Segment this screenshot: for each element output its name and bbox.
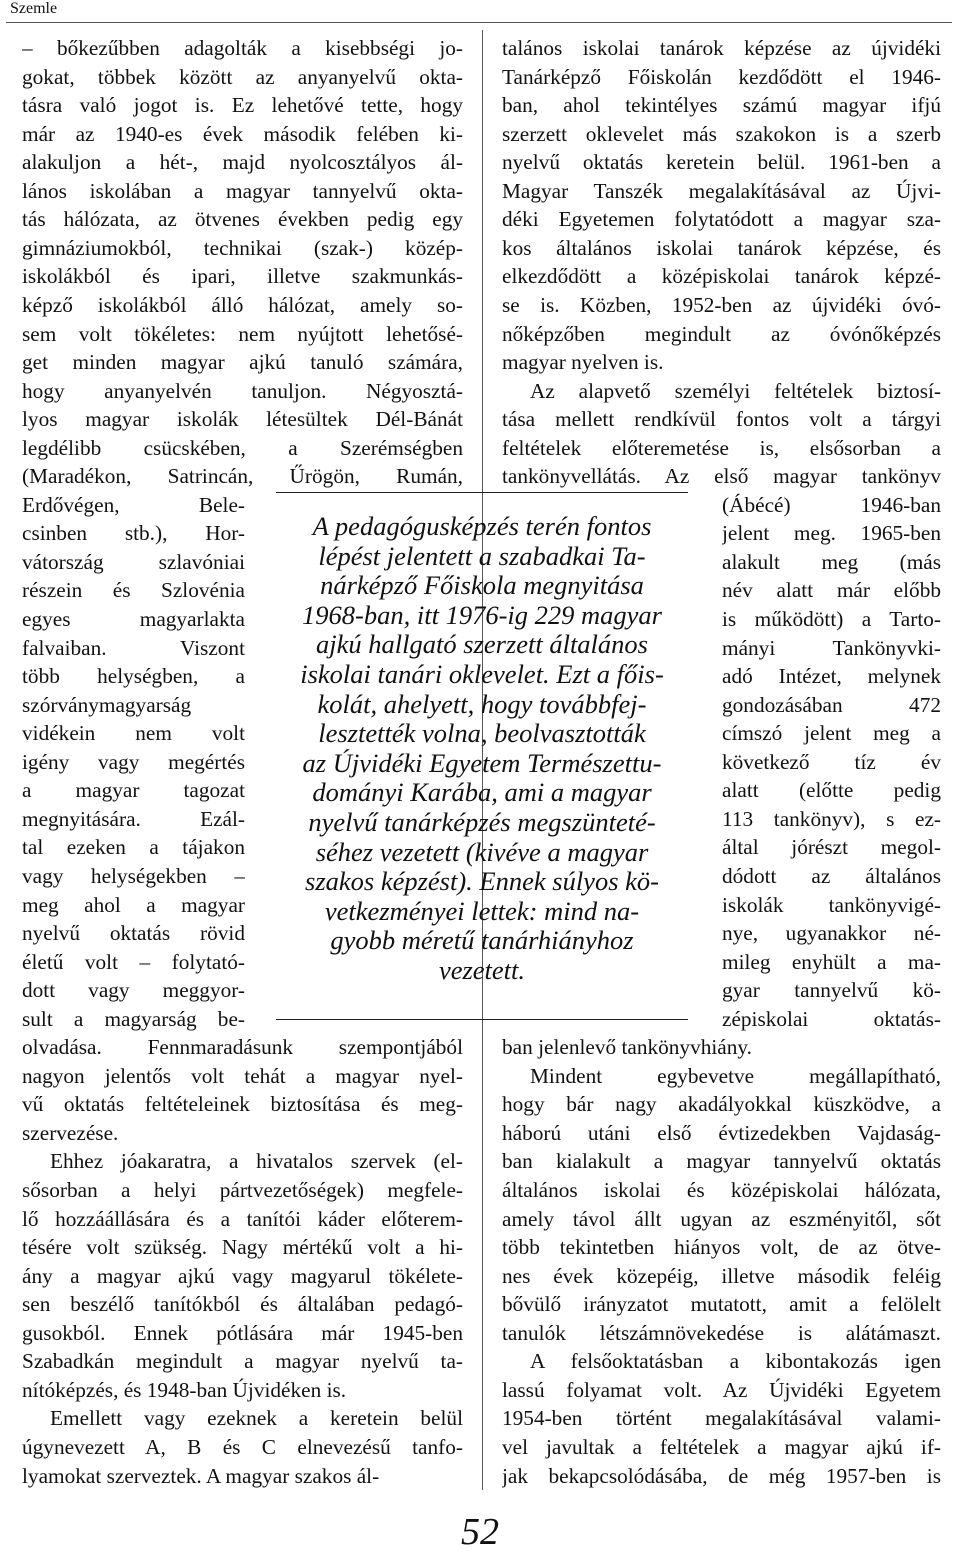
right-column-line: iskolák tankönyvigé- <box>722 892 941 917</box>
left-column-line: lyos magyar iskolák létesültek Dél-Bánát <box>22 407 463 432</box>
left-column-line: vű oktatás feltételeinek biztosítása és meg- <box>22 1092 463 1117</box>
pull-quote-top-rule <box>276 492 688 493</box>
right-column-line: 113 tankönyv), s ez- <box>722 806 941 831</box>
left-column-line: vátország szlavóniai <box>22 549 245 574</box>
pull-quote-line: lépést jelentett a szabadkai Ta- <box>318 540 646 571</box>
pull-quote-line: dományi Karába, ami a magyar <box>312 777 652 808</box>
right-column-line: tása mellett rendkívül fontos volt a tárgyi <box>502 407 941 432</box>
left-column-line: Szabadkán megindult a magyar nyelvű ta- <box>22 1349 463 1374</box>
right-column-line: által jórészt megol- <box>722 835 941 860</box>
left-column-line: lános iskolában a magyar tannyelvű okta- <box>22 178 463 203</box>
left-column-line: tás hálózata, az ötvenes években pedig egy <box>22 207 463 232</box>
pull-quote-line: az Újvidéki Egyetem Természettu- <box>302 747 662 778</box>
right-column-line: se is. Közben, 1952-ben az újvidéki óvó- <box>502 292 941 317</box>
left-column-line: csinben stb.), Hor- <box>22 521 245 546</box>
left-column-line: sult a magyarság be- <box>22 1006 245 1031</box>
left-column-line: több helységben, a <box>22 664 245 689</box>
right-column-line: lassú folyamat volt. Az Újvidéki Egyetem <box>502 1377 941 1402</box>
left-column-line: úgynevezett A, B és C elnevezésű tanfo- <box>22 1434 463 1459</box>
left-column-line: szórványmagyarság <box>22 692 192 717</box>
right-column-line: tankönyvellátás. Az első magyar tankönyv <box>502 464 941 489</box>
left-column-line: sősorban a helyi pártvezetőségek) megfele- <box>22 1178 463 1202</box>
left-column-line: gusokból. Ennek pótlására már 1945-ben <box>22 1320 463 1345</box>
right-column-line: adó Intézet, melynek <box>722 664 941 689</box>
left-column-line: Ehhez jóakaratra, a hivatalos szervek (el- <box>50 1149 463 1174</box>
right-column-line: Tanárképző Főiskolán kezdődött el 1946- <box>502 64 941 89</box>
right-column-line: ban kialakult a magyar tannyelvű oktatás <box>502 1149 941 1174</box>
right-column-line: címszó jelent meg a <box>722 721 941 746</box>
left-column-line: vagy helységekben – <box>22 863 245 888</box>
right-column-line: jelent meg. 1965-ben <box>722 521 941 546</box>
pull-quote-line: séhez vezetett (kivéve a magyar <box>315 836 649 867</box>
right-column-line: mányi Tankönyvki- <box>722 635 941 660</box>
pull-quote-line: lesztették volna, beolvasztották <box>318 718 646 749</box>
right-column-line: vel javultak a feltételek a magyar ajkú if- <box>502 1434 941 1459</box>
right-column-line: nőképzőben megindult az óvónőképzés <box>502 321 941 346</box>
right-column-line: gyar tannyelvű kö- <box>722 978 941 1003</box>
pull-quote-line: iskolai tanári oklevelet. Ezt a főis- <box>300 659 664 689</box>
left-column-line: gimnáziumokból, technikai (szak-) közép- <box>22 235 463 260</box>
left-column-line: nítóképzés, és 1948-ban Újvidéken is. <box>22 1377 347 1402</box>
pull-quote-bottom-rule <box>276 1019 688 1020</box>
right-column-line: zépiskolai oktatás- <box>722 1006 941 1031</box>
pull-quote-line: kolát, ahelyett, hogy továbbfej- <box>317 688 647 719</box>
right-column-line: több tekintetben hiányos volt, de az ötve- <box>502 1235 941 1260</box>
right-column-line: mileg enyhült a ma- <box>722 949 941 974</box>
right-column-line: is működött) a Tarto- <box>722 607 941 631</box>
right-column-line: Magyar Tanszék megalakításával az Újvi- <box>502 178 941 203</box>
right-column-line: általános iskolai és középiskolai hálózata, <box>502 1178 941 1202</box>
left-column-line: szervezése. <box>22 1120 119 1145</box>
left-column-line: iskolákból és ipari, illetve szakmunkás- <box>22 264 463 289</box>
left-column-line: nagyon jelentős volt tehát a magyar nyel- <box>22 1063 463 1088</box>
right-column-line: elkezdődött a középiskolai tanárok képzé- <box>502 264 941 289</box>
right-column-line: jak bekapcsolódásába, de még 1957-ben is <box>502 1463 941 1488</box>
left-column-line: hogy anyanyelvén tanuljon. Négyosztá- <box>22 378 463 403</box>
pull-quote-line: 1968-ban, itt 1976-ig 229 magyar <box>302 599 662 630</box>
left-column-line: ány a magyar ajkú vagy magyarul tökélete- <box>22 1263 463 1288</box>
pull-quote-line: ajkú hallgató szerzett általános <box>316 629 648 660</box>
right-column-line: feltételek előteremetése is, elsősorban a <box>502 435 941 460</box>
left-column-line: tásra való jogot is. Ez lehetővé tette, hogy <box>22 93 463 118</box>
left-column-line: nyelvű oktatás rövid <box>22 921 245 946</box>
right-column-line: talános iskolai tanárok képzése az újvidéki <box>502 36 941 60</box>
left-column-line: részein és Szlovénia <box>22 578 245 603</box>
left-column-line: igény vagy megértés <box>22 749 245 774</box>
pull-quote-line: vezetett. <box>438 955 526 985</box>
left-column-line: (Maradékon, Satrincán, Űrögön, Rumán, <box>22 464 463 489</box>
right-column-line: következő tíz év <box>722 749 941 774</box>
left-column-line: get minden magyar ajkú tanuló számára, <box>22 350 463 375</box>
right-column-line: hogy bár nagy akadályokkal küszködve, a <box>502 1092 941 1117</box>
section-label: Szemle <box>10 0 58 17</box>
right-column-line: név alatt már előbb <box>722 578 941 603</box>
right-column-line: magyar nyelven is. <box>502 350 664 375</box>
left-column-line: megnyitására. Ezál- <box>22 806 245 831</box>
left-column-line: falvaiban. Viszont <box>22 635 245 660</box>
left-column-line: Erdővégen, Bele- <box>22 492 245 517</box>
right-column-line: déki Egyetemen folytatódott a magyar sza- <box>502 207 941 232</box>
left-column-line: sem volt tökéletes: nem nyújtott lehetősé- <box>22 321 463 346</box>
left-column-line: – bőkezűbben adagolták a kisebbségi jo- <box>22 36 463 60</box>
page-number: 52 <box>461 1511 499 1553</box>
pull-quote-line: nárképző Főiskola megnyitása <box>320 570 644 601</box>
pull-quote-line: nyelvű tanárképzés megszüntеté- <box>308 807 656 837</box>
right-column-line: 1954-ben történt megalakításával valami- <box>502 1406 941 1431</box>
right-column-line: Az alapvető személyi feltételek biztosí- <box>530 378 941 403</box>
left-column-line: alakuljon a hét-, majd nyolcosztályos ál- <box>22 150 463 175</box>
right-column-line: alatt (előtte pedig <box>722 778 941 803</box>
left-column-line: meg ahol a magyar <box>22 892 245 917</box>
right-column-line: kos általános iskolai tanárok képzése, és <box>502 235 941 260</box>
left-column-line: dott vagy meggyor- <box>22 978 245 1003</box>
right-column-line: ban, ahol tekintélyes számú magyar ifjú <box>502 93 941 118</box>
right-column-line: ban jelenlevő tankönyvhiány. <box>502 1035 752 1060</box>
right-column-line: tanulók létszámnövekedése is alátámaszt. <box>502 1320 941 1345</box>
right-column-line: alakult meg (más <box>722 549 941 574</box>
right-column-line: nes évek közepéig, illetve második feléig <box>502 1263 941 1288</box>
header-rule <box>6 22 952 23</box>
left-column-line: legdélibb csücskében, a Szerémségben <box>22 435 463 460</box>
left-column-line: gokat, többek között az anyanyelvű okta- <box>22 64 463 89</box>
left-column-line: olvadása. Fennmaradásunk szempontjából <box>22 1035 463 1060</box>
left-column-line: sen beszélő tanítókból és általában pedagó- <box>22 1292 463 1317</box>
left-column-line: lő hozzáállására és a tanítói káder előterem- <box>22 1206 463 1231</box>
right-column-line: Mindent egybevetve megállapítható, <box>530 1063 941 1088</box>
left-column-line: már az 1940-es évek második felében ki- <box>22 121 463 146</box>
left-column-line: a magyar tagozat <box>22 778 245 803</box>
left-column-line: életű volt – folytató- <box>22 949 245 974</box>
pull-quote-line: szakos képzést). Ennek súlyos kö- <box>305 866 659 897</box>
left-column-line: tésére volt szükség. Nagy mértékű volt a hi- <box>22 1235 463 1260</box>
right-column-line: nye, ugyanakkor né- <box>722 921 941 946</box>
pull-quote-line: gyobb méretű tanárhiányhoz <box>330 925 634 956</box>
right-column-line: amely távol állt ugyan az eszményitől, sőt <box>502 1206 941 1231</box>
right-column-line: szerzett oklevelet más szakokon is a szerb <box>502 121 941 146</box>
right-column-line: gondozásában 472 <box>722 692 941 717</box>
pull-quote-line: vetkezményei lettek: mind na- <box>324 895 640 926</box>
right-column-line: A felsőoktatásban a kibontakozás igen <box>530 1349 941 1374</box>
left-column-line: képző iskolákból álló hálózat, amely so- <box>22 292 463 317</box>
left-column-line: vidékein nem volt <box>22 721 245 746</box>
right-column-line: háború utáni első évtizedekben Vajdaság- <box>502 1120 941 1145</box>
left-column-line: egyes magyarlakta <box>22 607 245 631</box>
left-column-line: Emellett vagy ezeknek a keretein belül <box>50 1406 463 1431</box>
pull-quote-line: A pedagógusképzés terén fontos <box>312 511 652 541</box>
right-column-line: dódott az általános <box>722 863 941 888</box>
right-column-line: bővülő irányzatot mutatott, amit a felölelt <box>502 1292 941 1317</box>
left-column-line: tal ezeken a tájakon <box>22 835 245 860</box>
right-column-line: (Ábécé) 1946-ban <box>722 492 941 517</box>
left-column-line: lyamokat szerveztek. A magyar szakos ál- <box>22 1463 380 1488</box>
right-column-line: nyelvű oktatás keretein belül. 1961-ben a <box>502 150 941 175</box>
